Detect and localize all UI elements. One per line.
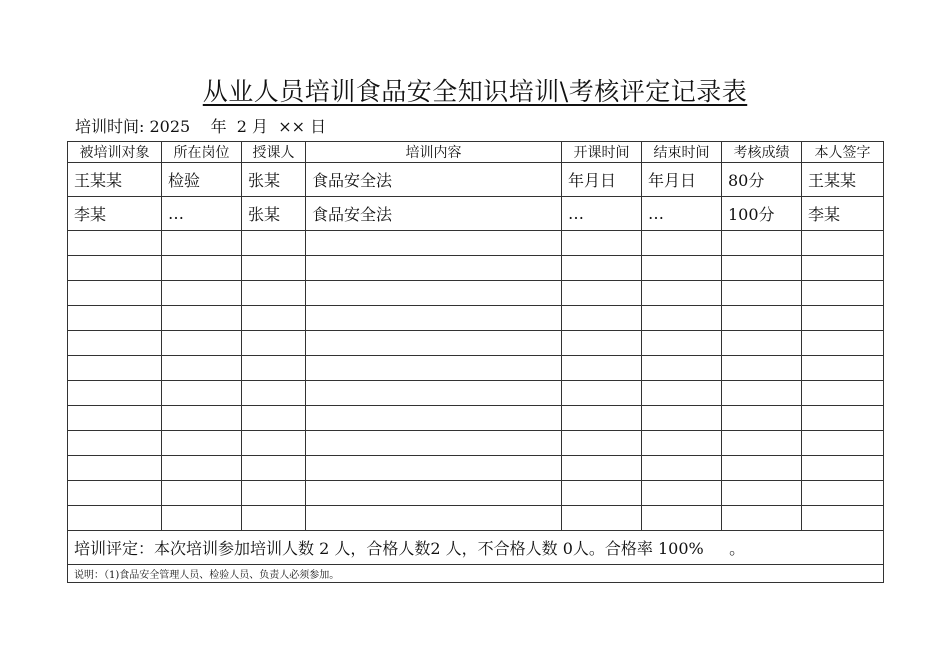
empty-cell — [722, 306, 802, 331]
empty-cell — [68, 281, 162, 306]
empty-cell — [642, 306, 722, 331]
empty-cell — [562, 306, 642, 331]
empty-cell — [68, 256, 162, 281]
empty-cell — [242, 231, 306, 256]
empty-table-row — [68, 256, 884, 281]
header-end-time: 结束时间 — [642, 142, 722, 163]
empty-cell — [68, 306, 162, 331]
empty-cell — [802, 381, 884, 406]
empty-cell — [306, 256, 562, 281]
empty-cell — [242, 456, 306, 481]
empty-cell — [68, 506, 162, 531]
cell-trainee: 李某 — [68, 197, 162, 231]
empty-cell — [162, 306, 242, 331]
empty-cell — [162, 406, 242, 431]
empty-cell — [242, 506, 306, 531]
empty-cell — [562, 481, 642, 506]
cell-start-time: 年月日 — [562, 163, 642, 197]
training-year: 2025 — [149, 117, 191, 136]
empty-cell — [306, 231, 562, 256]
table-header-row — [68, 142, 884, 163]
header-trainee: 被培训对象 — [68, 142, 162, 163]
empty-cell — [722, 381, 802, 406]
header-instructor: 授课人 — [242, 142, 306, 163]
empty-table-row — [68, 331, 884, 356]
evaluation-label: 培训评定： — [74, 539, 155, 558]
empty-table-row — [68, 306, 884, 331]
empty-cell — [722, 406, 802, 431]
empty-cell — [642, 406, 722, 431]
empty-table-row — [68, 356, 884, 381]
empty-cell — [162, 356, 242, 381]
empty-table-row — [68, 231, 884, 256]
empty-cell — [722, 456, 802, 481]
cell-end-time: 年月日 — [642, 163, 722, 197]
cell-instructor: 张某 — [242, 197, 306, 231]
empty-table-row — [68, 481, 884, 506]
empty-cell — [562, 431, 642, 456]
empty-cell — [562, 281, 642, 306]
note-row — [68, 565, 884, 583]
empty-cell — [306, 406, 562, 431]
header-signature: 本人签字 — [802, 142, 884, 163]
header-start-time: 开课时间 — [562, 142, 642, 163]
empty-cell — [162, 431, 242, 456]
evaluation-text: 本次培训参加培训人数 2 人，合格人数2 人，不合格人数 0人。合格率 100% 。 — [154, 539, 746, 558]
empty-cell — [162, 281, 242, 306]
empty-cell — [242, 331, 306, 356]
month-unit: 月 — [252, 117, 269, 136]
header-content: 培训内容 — [306, 142, 562, 163]
cell-score: 100分 — [722, 197, 802, 231]
empty-table-row — [68, 281, 884, 306]
empty-cell — [562, 231, 642, 256]
cell-score: 80分 — [722, 163, 802, 197]
empty-cell — [68, 456, 162, 481]
cell-trainee: 王某某 — [68, 163, 162, 197]
empty-table-row — [68, 506, 884, 531]
empty-cell — [242, 356, 306, 381]
empty-cell — [162, 256, 242, 281]
empty-cell — [562, 381, 642, 406]
empty-cell — [562, 506, 642, 531]
empty-cell — [562, 406, 642, 431]
cell-content: 食品安全法 — [306, 197, 562, 231]
empty-table-row — [68, 406, 884, 431]
training-day: ×× — [278, 117, 306, 136]
empty-cell — [642, 256, 722, 281]
empty-cell — [722, 431, 802, 456]
header-score: 考核成绩 — [722, 142, 802, 163]
empty-cell — [562, 356, 642, 381]
empty-cell — [562, 256, 642, 281]
empty-cell — [642, 481, 722, 506]
evaluation-row — [68, 531, 884, 565]
empty-cell — [642, 431, 722, 456]
empty-cell — [562, 331, 642, 356]
training-record-table — [67, 141, 884, 583]
training-month: 2 — [236, 117, 247, 136]
empty-cell — [722, 481, 802, 506]
empty-cell — [802, 356, 884, 381]
empty-cell — [722, 506, 802, 531]
empty-cell — [722, 356, 802, 381]
empty-cell — [722, 231, 802, 256]
empty-cell — [642, 356, 722, 381]
cell-end-time: … — [642, 197, 722, 231]
training-date-label: 培训时间: — [75, 117, 145, 136]
empty-cell — [242, 306, 306, 331]
empty-cell — [242, 406, 306, 431]
empty-cell — [642, 231, 722, 256]
empty-cell — [306, 431, 562, 456]
empty-cell — [802, 256, 884, 281]
empty-cell — [642, 456, 722, 481]
empty-cell — [802, 456, 884, 481]
note-text: 说明：（1)食品安全管理人员、检验人员、负责人必须参加。 — [68, 565, 884, 583]
empty-cell — [802, 431, 884, 456]
empty-cell — [162, 331, 242, 356]
evaluation-cell — [68, 531, 884, 565]
empty-cell — [306, 356, 562, 381]
empty-cell — [642, 506, 722, 531]
empty-cell — [242, 431, 306, 456]
cell-signature: 王某某 — [802, 163, 884, 197]
empty-cell — [722, 281, 802, 306]
empty-cell — [306, 281, 562, 306]
table-row — [68, 163, 884, 197]
empty-cell — [306, 506, 562, 531]
empty-cell — [306, 456, 562, 481]
empty-cell — [642, 331, 722, 356]
empty-cell — [68, 481, 162, 506]
empty-cell — [802, 331, 884, 356]
empty-cell — [242, 481, 306, 506]
empty-cell — [68, 231, 162, 256]
empty-table-row — [68, 381, 884, 406]
empty-table-row — [68, 456, 884, 481]
empty-cell — [802, 281, 884, 306]
empty-cell — [68, 381, 162, 406]
cell-start-time: … — [562, 197, 642, 231]
cell-position: 检验 — [162, 163, 242, 197]
document-title: 从业人员培训食品安全知识培训\考核评定记录表 — [202, 77, 748, 106]
empty-cell — [642, 281, 722, 306]
empty-cell — [802, 506, 884, 531]
training-date-line — [75, 114, 326, 137]
empty-cell — [722, 331, 802, 356]
empty-cell — [68, 406, 162, 431]
empty-cell — [162, 481, 242, 506]
empty-cell — [242, 381, 306, 406]
cell-content: 食品安全法 — [306, 163, 562, 197]
empty-cell — [68, 431, 162, 456]
table-row — [68, 197, 884, 231]
empty-cell — [722, 256, 802, 281]
empty-cell — [242, 281, 306, 306]
empty-cell — [802, 231, 884, 256]
empty-cell — [802, 406, 884, 431]
empty-cell — [642, 381, 722, 406]
empty-cell — [802, 306, 884, 331]
empty-cell — [162, 456, 242, 481]
empty-cell — [162, 231, 242, 256]
empty-cell — [306, 306, 562, 331]
header-position: 所在岗位 — [162, 142, 242, 163]
empty-cell — [802, 481, 884, 506]
empty-cell — [306, 481, 562, 506]
empty-cell — [306, 331, 562, 356]
day-unit: 日 — [310, 117, 327, 136]
year-unit: 年 — [210, 117, 227, 136]
empty-table-row — [68, 431, 884, 456]
empty-cell — [162, 506, 242, 531]
empty-cell — [242, 256, 306, 281]
empty-cell — [562, 456, 642, 481]
empty-cell — [68, 356, 162, 381]
empty-cell — [306, 381, 562, 406]
empty-cell — [162, 381, 242, 406]
cell-position: … — [162, 197, 242, 231]
empty-cell — [68, 331, 162, 356]
cell-instructor: 张某 — [242, 163, 306, 197]
cell-signature: 李某 — [802, 197, 884, 231]
